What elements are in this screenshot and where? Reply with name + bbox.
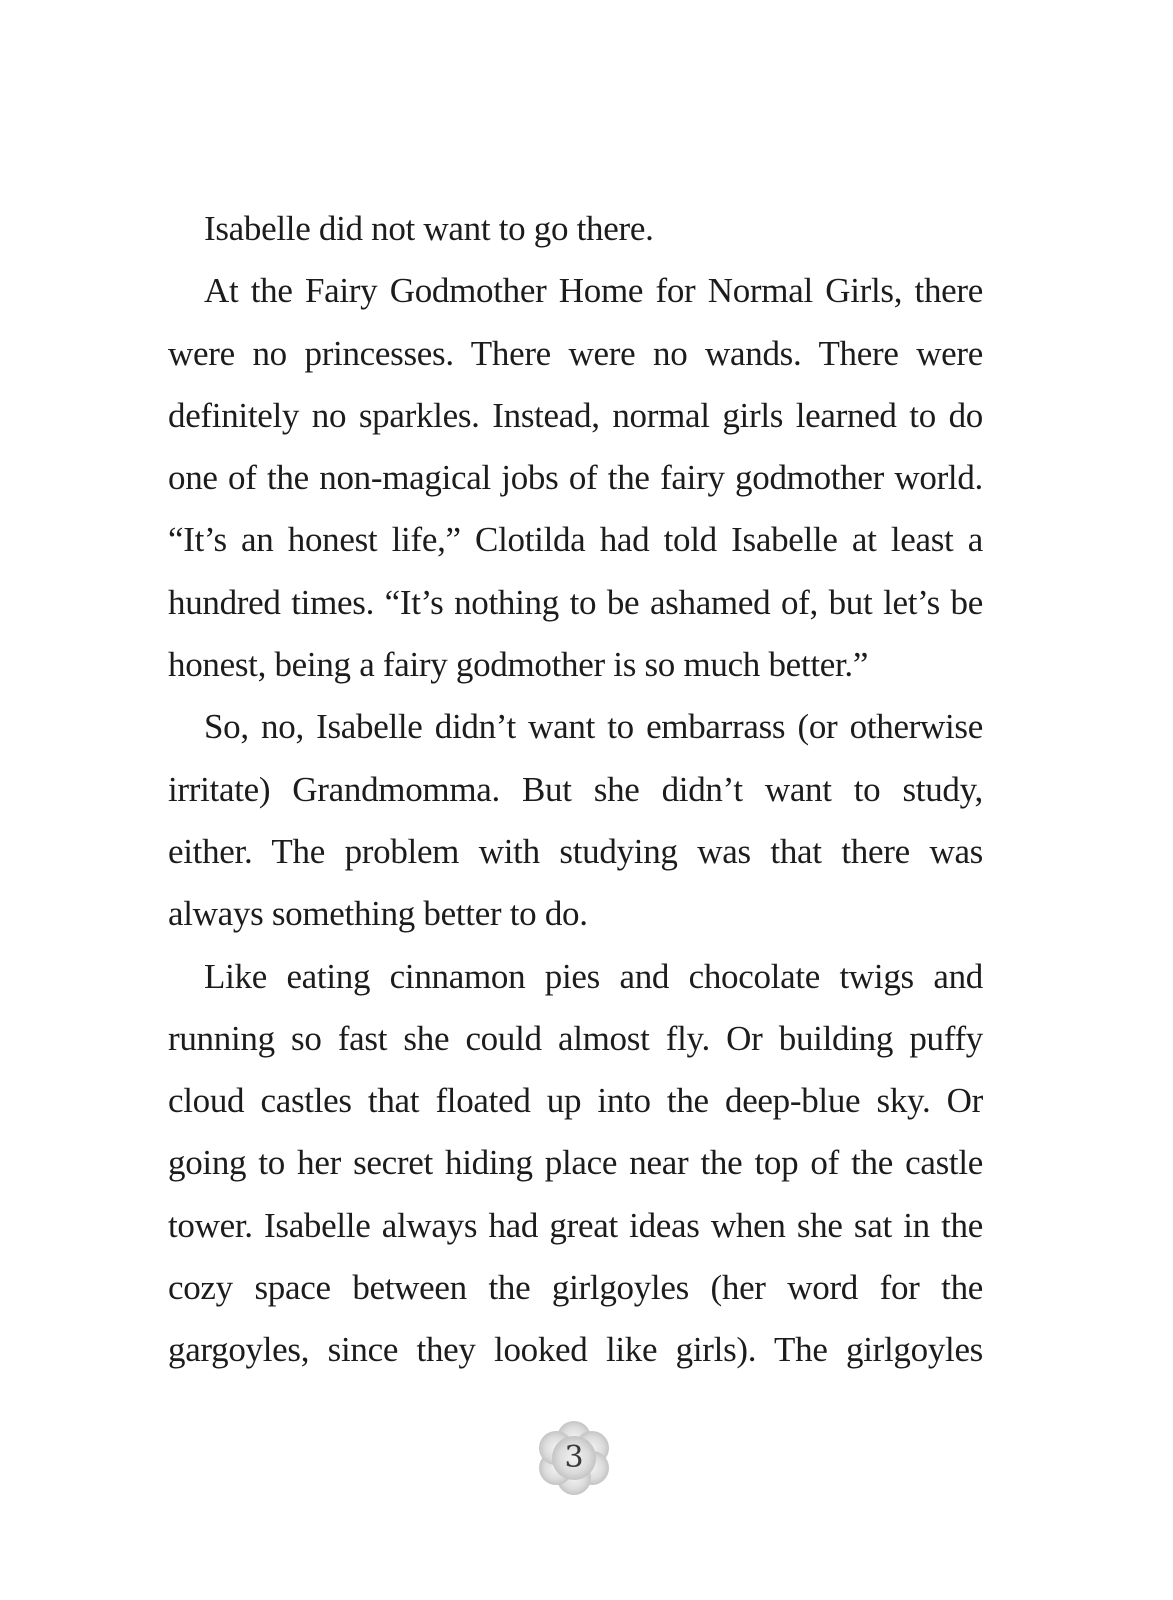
paragraph-line: At the Fairy Godmother Home for Normal Girls, there — [204, 271, 983, 311]
paragraph-line: honest, being a fairy godmother is so much better.” — [168, 645, 869, 685]
page-number-badge — [534, 1418, 614, 1498]
paragraph-line: going to her secret hiding place near the top of the castle — [168, 1143, 983, 1183]
paragraph-line: gargoyles, since they looked like girls). The girlgoyles — [168, 1330, 983, 1370]
paragraph-line: cloud castles that floated up into the deep-blue sky. Or — [168, 1081, 983, 1121]
paragraph-line: “It’s an honest life,” Clotilda had told Isabelle at least a — [168, 520, 983, 560]
page-number: 3 — [564, 1440, 584, 1475]
paragraph-line: running so fast she could almost fly. Or building puffy — [168, 1018, 983, 1058]
body-text — [168, 198, 983, 1382]
paragraph-line: So, no, Isabelle didn’t want to embarrass (or otherwise — [204, 707, 983, 747]
paragraph-line: either. The problem with studying was that there was — [168, 831, 983, 871]
paragraph-line: Isabelle did not want to go there. — [204, 209, 654, 248]
paragraph-line: definitely no sparkles. Instead, normal girls learned to do — [168, 395, 983, 435]
paragraph-line: irritate) Grandmomma. But she didn’t want to study, — [168, 769, 983, 809]
paragraph-line: cozy space between the girlgoyles (her word for the — [168, 1268, 983, 1308]
paragraph-line: hundred times. “It’s nothing to be ashamed of, but let’s be — [168, 582, 983, 622]
paragraph-line: were no princesses. There were no wands. There were — [168, 333, 983, 373]
paragraph-line: always something better to do. — [168, 894, 588, 934]
paragraph-line: tower. Isabelle always had great ideas when she sat in the — [168, 1205, 983, 1245]
paragraph-line: Like eating cinnamon pies and chocolate twigs and — [204, 956, 983, 996]
paragraph-line: one of the non-magical jobs of the fairy godmother world. — [168, 458, 983, 498]
